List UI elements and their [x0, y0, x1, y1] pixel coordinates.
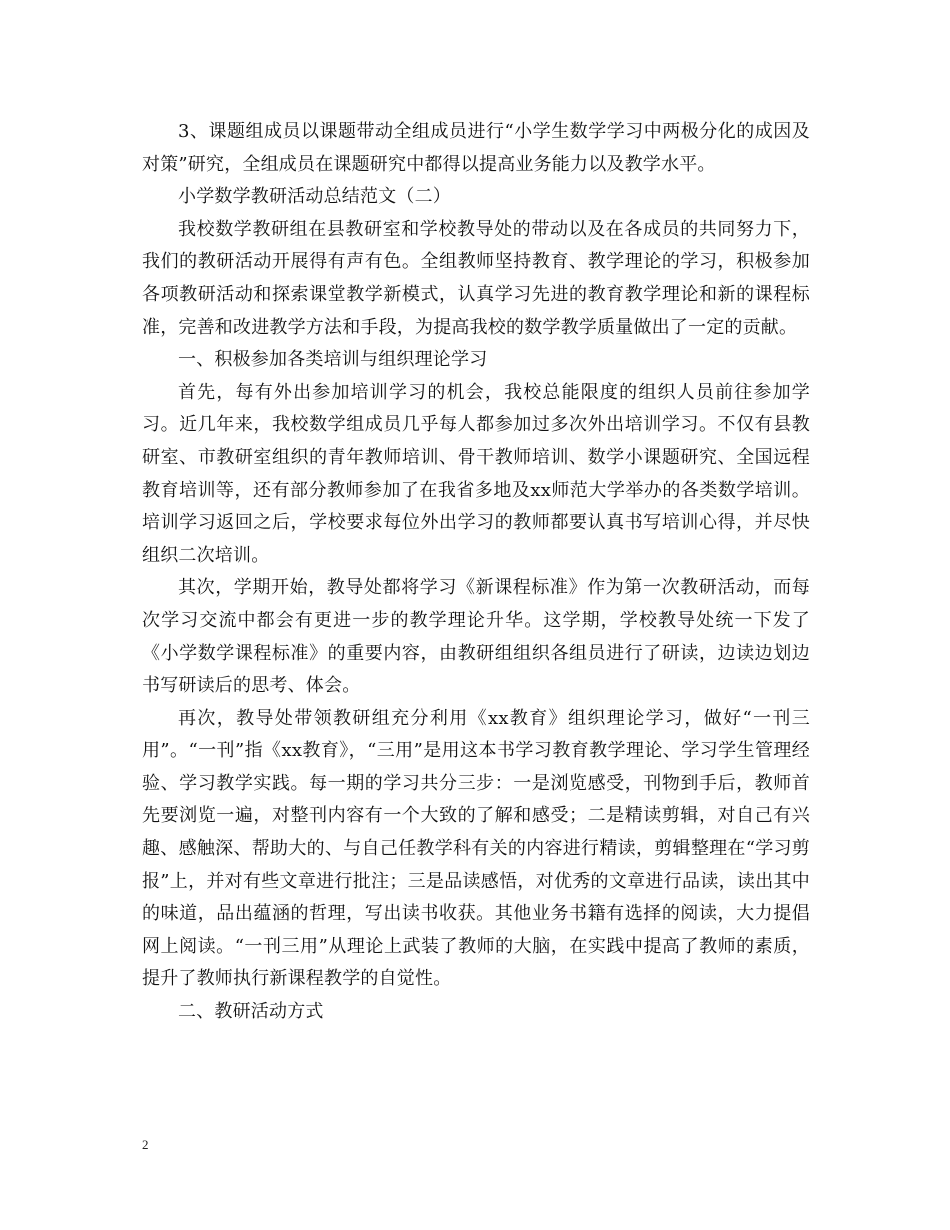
page-number: 2 — [142, 1137, 149, 1152]
paragraph-intro: 我校数学教研组在县教研室和学校教导处的带动以及在各成员的共同努力下，我们的教研活动开展得有声有色。全组教师坚持教育、教学理论的学习，积极参加各项教研活动和探索课堂教学新模式，认真学习先进的教育教学理论和新的课程标准，完善和改进教学方法和手段，为提高我校的数学教学质量做出了一定的贡献。 — [142, 218, 810, 338]
paragraph-third: 再次，教导处带领教研组充分利用《xx教育》组织理论学习，做好“一刊三用”。“一刊”指《xx教育》，“三用”是用这本书学习教育教学理论、学习学生管理经验、学习教学实践。每一期的学习共分三步：一是浏览感受，刊物到手后，教师首先要浏览一遍，对整刊内容有一个大致的了解和感受；二是精读剪辑，对自己有兴趣、感触深、帮助大的、与自己任教学科有关的内容进行精读，剪辑整理在“学习剪报”上，并对有些文章进行批注；三是品读感悟，对优秀的文章进行品读，读出其中的味道，品出蕴涵的哲理，写出读书收获。其他业务书籍有选择的阅读，大力提倡网上阅读。“一刊三用”从理论上武装了教师的大脑，在实践中提高了教师的素质，提升了教师执行新课程教学的自觉性。 — [142, 707, 810, 990]
paragraph-second: 其次，学期开始，教导处都将学习《新课程标准》作为第一次教研活动，而每次学习交流中都会有更进一步的教学理论升华。这学期，学校教导处统一下发了《小学数学课程标准》的重要内容，由教研组组织各组员进行了研读，边读边划边书写研读后的思考、体会。 — [142, 577, 810, 697]
section-title-summary-two: 小学数学教研活动总结范文（二） — [178, 186, 451, 208]
document-page — [142, 116, 810, 1029]
heading-research-activity-methods: 二、教研活动方式 — [178, 1001, 324, 1023]
heading-training-and-theory: 一、积极参加各类培训与组织理论学习 — [178, 349, 488, 371]
paragraph-research-item-3: 3、课题组成员以课题带动全组成员进行“小学生数学学习中两极分化的成因及对策”研究，全组成员在课题研究中都得以提高业务能力以及教学水平。 — [142, 121, 810, 175]
paragraph-first: 首先，每有外出参加培训学习的机会，我校总能限度的组织人员前往参加学习。近几年来，我校数学组成员几乎每人都参加过多次外出培训学习。不仅有县教研室、市教研室组织的青年教师培训、骨干教师培训、数学小课题研究、全国远程教育培训等，还有部分教师参加了在我省多地及xx师范大学举办的各类数学培训。培训学习返回之后，学校要求每位外出学习的教师都要认真书写培训心得，并尽快组织二次培训。 — [142, 381, 810, 566]
